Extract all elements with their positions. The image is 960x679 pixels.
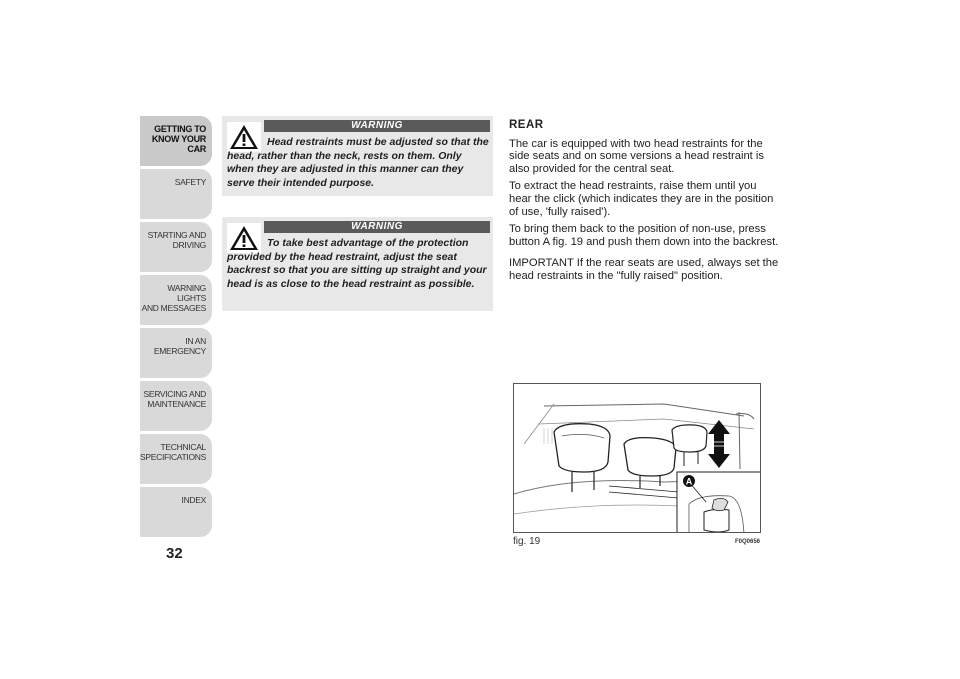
tab-label-line1: SERVICING AND bbox=[143, 389, 206, 399]
tab-technical-specifications[interactable] bbox=[140, 434, 212, 484]
rear-seat-illustration bbox=[514, 384, 761, 533]
tab-warning-lights[interactable] bbox=[140, 275, 212, 325]
tab-in-an-emergency[interactable] bbox=[140, 328, 212, 378]
section-heading: REAR bbox=[509, 119, 544, 131]
paragraph: To extract the head restraints, raise them until you hear the click (which indicates they are in the position of use, 'fully raised'). bbox=[509, 180, 774, 218]
paragraph: The car is equipped with two head restraints for the side seats and on some versions a head restraint is also provided for the central seat. bbox=[509, 137, 764, 175]
tab-label-line1: GETTING TO bbox=[154, 124, 206, 134]
tab-label-line1: STARTING AND bbox=[147, 230, 206, 240]
chapter-tabs bbox=[140, 116, 212, 540]
tab-safety[interactable] bbox=[140, 169, 212, 219]
tab-label-line2: AND MESSAGES bbox=[141, 303, 206, 313]
tab-label-line1: INDEX bbox=[181, 495, 206, 505]
figure-code: F0Q0656 bbox=[735, 539, 761, 545]
tab-starting-and-driving[interactable] bbox=[140, 222, 212, 272]
tab-label-line1: WARNING LIGHTS bbox=[167, 283, 206, 303]
callout-label: A bbox=[685, 476, 693, 487]
figure-head-restraints bbox=[513, 383, 761, 533]
tab-getting-to-know-your-car[interactable] bbox=[140, 116, 212, 166]
tab-label-line1: SAFETY bbox=[174, 177, 206, 187]
page-number: 32 bbox=[166, 545, 183, 562]
warning-title: WARNING bbox=[264, 120, 490, 132]
figure-label: fig. 19 bbox=[513, 536, 541, 547]
tab-label-line2: KNOW YOUR CAR bbox=[151, 134, 206, 154]
rear-section bbox=[509, 119, 781, 288]
warning-box bbox=[222, 116, 493, 196]
tab-servicing[interactable] bbox=[140, 381, 212, 431]
warning-box bbox=[222, 217, 493, 311]
important-note: IMPORTANT If the rear seats are used, always set the head restraints in the "fully raised" position. bbox=[509, 257, 779, 282]
tab-label-line2: DRIVING bbox=[172, 240, 206, 250]
tab-index[interactable] bbox=[140, 487, 212, 537]
paragraph: To bring them back to the position of non-use, press button A fig. 19 and push them down into the backrest. bbox=[509, 223, 779, 248]
warning-text: To take best advantage of the protection provided by the head restraint, adjust the seat backrest so that you are sitting up straight and your head is as close to the head restraint as possible. bbox=[227, 237, 487, 290]
tab-label-line1: TECHNICAL bbox=[160, 442, 206, 452]
warning-text: Head restraints must be adjusted so that the head, rather than the neck, rests on them. Only when they are adjusted in this manner can they serve their intended purpose. bbox=[227, 136, 489, 189]
tab-label-line2: MAINTENANCE bbox=[147, 399, 206, 409]
warning-title: WARNING bbox=[264, 221, 490, 233]
tab-label-line1: IN AN EMERGENCY bbox=[153, 336, 206, 356]
tab-label-line2: SPECIFICATIONS bbox=[140, 452, 207, 462]
